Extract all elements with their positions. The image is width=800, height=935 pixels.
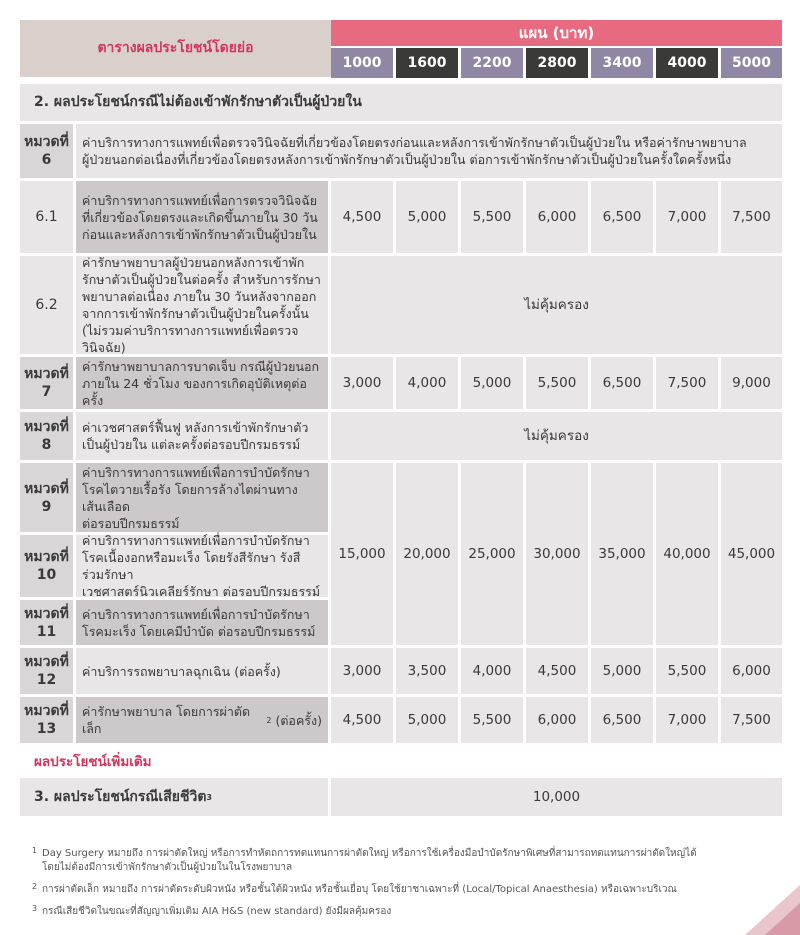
desc-line: ค่าบริการทางการแพทย์เพื่อการตรวจวินิจฉัย: [82, 192, 318, 208]
category-number: 6: [41, 152, 52, 168]
footnote-number: 2: [32, 882, 38, 891]
category-9-label: [20, 463, 73, 532]
desc-line: ต่อรอบปีกรมธรรม์: [82, 515, 180, 531]
desc-line: ค่าบริการทางการแพทย์เพื่อตรวจวินิจฉัยที่เกี่ยวข้องโดยตรงก่อนและหลังการเข้าพักรักษาตัวเป็นผู้ป่วยใน หรือค่ารักษาพยาบาล: [82, 135, 747, 150]
category-13-value: 4,500: [331, 697, 393, 743]
section-3-title: [20, 778, 328, 816]
category-12-value: 4,500: [526, 648, 588, 694]
row-6-1-value: 5,000: [396, 181, 458, 253]
category-9-11-value: 30,000: [526, 463, 588, 645]
desc-line: ค่าบริการทางการแพทย์เพื่อการบำบัดรักษา: [82, 464, 310, 480]
category-6-description: [76, 124, 782, 178]
category-7-value: 5,000: [461, 357, 523, 409]
category-9-11-value: 25,000: [461, 463, 523, 645]
footnote-text: โดยไม่ต้องมีการเข้าพักรักษาตัวเป็นผู้ป่วยในในโรงพยาบาล: [42, 862, 293, 873]
footnote-number: 1: [32, 846, 38, 855]
category-13-value: 6,000: [526, 697, 588, 743]
category-7-value: 4,000: [396, 357, 458, 409]
category-number: 7: [41, 384, 52, 400]
category-9-11-value: 15,000: [331, 463, 393, 645]
row-6-2-value: ไม่คุ้มครอง: [331, 256, 782, 354]
category-number: 11: [36, 623, 57, 640]
desc-text: ค่ารักษาพยาบาล โดยการผ่าตัดเล็ก: [82, 704, 251, 736]
desc-line: ค่ารักษาพยาบาลผู้ป่วยนอกหลังการเข้าพัก: [82, 255, 305, 270]
plan-3400-header: 3400: [591, 48, 653, 78]
category-11-description: [76, 600, 328, 645]
row-6-1-value: 5,500: [461, 181, 523, 253]
category-12-description: ค่าบริการรถพยาบาลฉุกเฉิน (ต่อครั้ง): [76, 648, 328, 694]
category-13-value: 6,500: [591, 697, 653, 743]
category-label-text: หมวดที่: [24, 703, 69, 719]
row-6-1-value: 7,500: [721, 181, 782, 253]
category-13-value: 7,000: [656, 697, 718, 743]
category-8-value: ไม่คุ้มครอง: [331, 412, 782, 460]
desc-line: ค่าบริการทางการแพทย์เพื่อการบำบัดรักษา: [82, 533, 310, 548]
category-number: 13: [36, 721, 57, 737]
category-9-11-value: 35,000: [591, 463, 653, 645]
desc-line: ค่าเวชศาสตร์ฟื้นฟู หลังการเข้าพักรักษาตัว: [82, 420, 309, 435]
footnote-number: 3: [32, 904, 38, 913]
category-10-label: [20, 535, 73, 597]
desc-line: (ไม่รวมค่าบริการทางการแพทย์เพื่อตรวจวินิจฉัย): [82, 323, 299, 355]
category-12-value: 3,000: [331, 648, 393, 694]
section-2-title: 2. ผลประโยชน์กรณีไม่ต้องเข้าพักรักษาตัวเป็นผู้ป่วยใน: [20, 84, 782, 121]
desc-line: ภายใน 24 ชั่วโมง ของการเกิดอุบัติเหตุต่อครั้ง: [82, 375, 307, 408]
row-6-1-value: 6,000: [526, 181, 588, 253]
category-10-description: [76, 535, 328, 597]
category-9-11-value: 20,000: [396, 463, 458, 645]
category-7-value: 6,500: [591, 357, 653, 409]
category-12-value: 4,000: [461, 648, 523, 694]
category-7-value: 9,000: [721, 357, 782, 409]
desc-line: เป็นผู้ป่วยใน แต่ละครั้งต่อรอบปีกรมธรรม์: [82, 437, 301, 452]
row-6-1-value: 4,500: [331, 181, 393, 253]
category-13-description: [76, 697, 328, 743]
row-6-1-value: 7,000: [656, 181, 718, 253]
desc-line: ค่ารักษาพยาบาลการบาดเจ็บ กรณีผู้ป่วยนอก: [82, 358, 320, 374]
desc-line: รักษาตัวเป็นผู้ป่วยในต่อครั้ง สำหรับการรักษา: [82, 272, 321, 287]
desc-line: ผู้ป่วยนอกต่อเนื่องที่เกี่ยวข้องโดยตรงหลังการเข้าพักรักษาตัวเป็นผู้ป่วยใน ต่อการเข้าพักรักษาตัวเป็นผู้ป่วยในครั้งใดครั้งหนึ่ง: [82, 152, 732, 167]
category-7-label: [20, 357, 73, 409]
category-label-text: หมวดที่: [24, 419, 69, 435]
plan-4000-header: 4000: [656, 48, 718, 78]
section-3-value: 10,000: [331, 778, 782, 816]
footnote-1: [30, 847, 770, 875]
footnotes: [30, 847, 770, 927]
category-9-description: [76, 463, 328, 532]
section-3-text: 3. ผลประโยชน์กรณีเสียชีวิต: [34, 788, 207, 805]
category-7-description: [76, 357, 328, 409]
table-title: ตารางผลประโยชน์โดยย่อ: [20, 20, 331, 77]
category-label-text: หมวดที่: [24, 605, 69, 622]
category-13-label: [20, 697, 73, 743]
desc-line: เวชศาสตร์นิวเคลียร์รักษา ต่อรอบปีกรมธรรม์: [82, 584, 321, 599]
category-number: 10: [36, 567, 57, 583]
plan-5000-header: 5000: [721, 48, 782, 78]
footnote-text: การผ่าตัดเล็ก หมายถึง การผ่าตัดระดับผิวหนัง หรือชั้นใต้ผิวหนัง หรือชั้นเยื่อบุ โดยใช้ยาชาเฉพาะที่ (Local/Topical Anaesthesia) หรือเฉพาะบริเวณ: [42, 884, 677, 895]
decorative-corner-shape: [720, 885, 800, 935]
category-6-label: [20, 124, 73, 178]
footnote-text: Day Surgery หมายถึง การผ่าตัดใหญ่ หรือการทำหัตถการทดแทนการผ่าตัดใหญ่ หรือการใช้เครื่องมือบำบัดรักษาพิเศษที่สามารถทดแทนการผ่าตัดใหญ่ได้: [42, 848, 697, 859]
category-7-value: 7,500: [656, 357, 718, 409]
category-12-value: 5,000: [591, 648, 653, 694]
category-label-text: หมวดที่: [24, 480, 69, 497]
category-number: 12: [36, 672, 57, 688]
category-label-text: หมวดที่: [24, 366, 69, 382]
row-6-2-label: 6.2: [20, 256, 73, 354]
category-8-description: [76, 412, 328, 460]
footnote-text: กรณีเสียชีวิตในขณะที่สัญญาเพิ่มเติม AIA H&S (new standard) ยังมีผลคุ้มครอง: [42, 906, 392, 917]
category-12-label: [20, 648, 73, 694]
additional-benefits-title: ผลประโยชน์เพิ่มเติม: [34, 754, 152, 770]
footnote-ref: 2: [266, 715, 272, 725]
row-6-1-description: [76, 181, 328, 253]
category-13-value: 5,500: [461, 697, 523, 743]
plan-1000-header: 1000: [331, 48, 393, 78]
category-11-label: [20, 600, 73, 645]
category-9-11-value: 40,000: [656, 463, 718, 645]
desc-line: โรคเนื้องอกหรือมะเร็ง โดยรังสีรักษา รังสีร่วมรักษา: [82, 550, 301, 582]
desc-line: จากการเข้าพักรักษาตัวเป็นผู้ป่วยในครั้งนั้น: [82, 306, 309, 321]
row-6-2-description: [76, 256, 328, 354]
category-12-value: 6,000: [721, 648, 782, 694]
plan-2800-header: 2800: [526, 48, 588, 78]
row-6-1-label: 6.1: [20, 181, 73, 253]
footnote-3: [30, 905, 770, 919]
footnote-2: [30, 883, 770, 897]
desc-line: พยาบาลต่อเนื่อง ภายใน 30 วันหลังจากออก: [82, 289, 317, 304]
category-7-value: 5,500: [526, 357, 588, 409]
desc-line: ก่อนและหลังการเข้าพักรักษาตัวเป็นผู้ป่วยใน: [82, 226, 317, 242]
desc-line: โรคมะเร็ง โดยเคมีบำบัด ต่อรอบปีกรมธรรม์: [82, 623, 316, 639]
desc-line: ที่เกี่ยวข้องโดยตรงและเกิดขึ้นภายใน 30 วัน: [82, 209, 318, 225]
category-12-value: 5,500: [656, 648, 718, 694]
category-9-11-value: 45,000: [721, 463, 782, 645]
category-13-value: 7,500: [721, 697, 782, 743]
category-8-label: [20, 412, 73, 460]
category-12-value: 3,500: [396, 648, 458, 694]
row-6-1-value: 6,500: [591, 181, 653, 253]
desc-text: (ต่อครั้ง): [271, 712, 322, 728]
category-label-text: หมวดที่: [24, 654, 69, 670]
desc-line: โรคไตวายเรื้อรัง โดยการล้างไตผ่านทางเส้นเลือด: [82, 481, 298, 514]
category-label-text: หมวดที่: [24, 134, 69, 150]
category-7-value: 3,000: [331, 357, 393, 409]
plan-2200-header: 2200: [461, 48, 523, 78]
category-number: 9: [41, 498, 52, 515]
plan-title: แผน (บาท): [331, 20, 782, 46]
footnote-ref: 3: [206, 792, 212, 802]
category-label-text: หมวดที่: [24, 549, 69, 565]
category-number: 8: [41, 437, 52, 453]
plan-1600-header: 1600: [396, 48, 458, 78]
desc-line: ค่าบริการทางการแพทย์เพื่อการบำบัดรักษา: [82, 606, 310, 622]
category-13-value: 5,000: [396, 697, 458, 743]
